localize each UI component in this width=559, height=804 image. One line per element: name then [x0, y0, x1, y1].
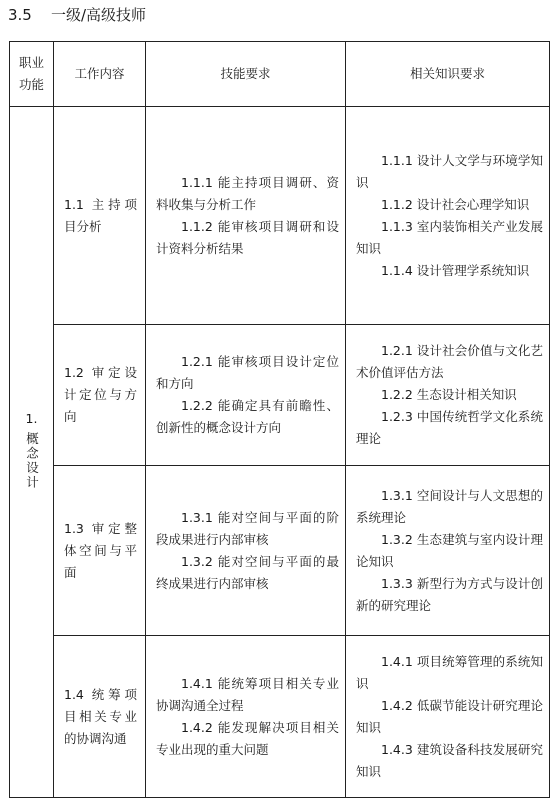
header-function-line2: 功能	[18, 77, 44, 92]
knowledge-item: 1.4.3 建筑设备科技发展研究知识	[356, 741, 543, 779]
skill-item: 1.3.1 能对空间与平面的阶段成果进行内部审核	[156, 509, 339, 547]
function-cell	[10, 107, 54, 798]
section-title-text: 一级/高级技师	[50, 6, 146, 24]
skill-item: 1.1.2 能审核项目调研和设计资料分析结果	[156, 218, 339, 256]
header-skill: 技能要求	[146, 42, 346, 107]
table-row	[10, 107, 550, 325]
work-content-text: 1.4 统筹项目相关专业的协调沟通	[64, 686, 137, 746]
knowledge-item: 1.2.1 设计社会价值与文化艺术价值评估方法	[356, 343, 543, 380]
skill-standard-table	[9, 41, 550, 798]
knowledge-item: 1.1.1 设计人文学与环境学知识	[356, 152, 543, 190]
section-heading	[8, 4, 146, 26]
work-content-cell	[54, 466, 146, 636]
knowledge-item: 1.2.3 中国传统哲学文化系统理论	[356, 409, 543, 446]
knowledge-item: 1.3.1 空间设计与人文思想的系统理论	[356, 487, 543, 525]
knowledge-item: 1.1.2 设计社会心理学知识	[381, 196, 530, 212]
header-function	[10, 42, 54, 107]
header-function-line1: 职业	[18, 55, 44, 70]
knowledge-item: 1.3.3 新型行为方式与设计创新的研究理论	[356, 575, 543, 613]
knowledge-item: 1.1.4 设计管理学系统知识	[381, 262, 530, 278]
knowledge-item: 1.4.1 项目统筹管理的系统知识	[356, 653, 543, 691]
header-work: 工作内容	[54, 42, 146, 107]
work-content-cell	[54, 636, 146, 798]
knowledge-cell	[346, 325, 550, 466]
knowledge-item: 1.2.2 生态设计相关知识	[381, 387, 517, 402]
table-row	[10, 325, 550, 466]
table-row	[10, 636, 550, 798]
skill-item: 1.4.1 能统筹项目相关专业协调沟通全过程	[156, 675, 339, 713]
knowledge-cell	[346, 636, 550, 798]
skill-item: 1.4.2 能发现解决项目相关专业出现的重大问题	[156, 719, 339, 757]
header-knowledge: 相关知识要求	[346, 42, 550, 107]
work-content-text: 1.3 审定整体空间与平面	[64, 520, 137, 580]
work-content-text: 1.2 审定设计定位与方向	[64, 365, 137, 424]
work-content-cell	[54, 107, 146, 325]
work-content-text: 1.1 主持项目分析	[64, 196, 137, 234]
table-header-row	[10, 42, 550, 107]
skill-cell	[146, 466, 346, 636]
function-number: 1.	[25, 410, 38, 426]
knowledge-cell	[346, 107, 550, 325]
skill-item: 1.3.2 能对空间与平面的最终成果进行内部审核	[156, 553, 339, 591]
section-number: 3.5	[8, 6, 32, 24]
skill-item: 1.1.1 能主持项目调研、资料收集与分析工作	[156, 174, 339, 212]
skill-item: 1.2.1 能审核项目设计定位和方向	[156, 354, 339, 391]
skill-cell	[146, 636, 346, 798]
knowledge-item: 1.4.2 低碳节能设计研究理论知识	[356, 697, 543, 735]
table-row	[10, 466, 550, 636]
knowledge-item: 1.1.3 室内装饰相关产业发展知识	[356, 218, 543, 256]
knowledge-cell	[346, 466, 550, 636]
skill-cell	[146, 107, 346, 325]
work-content-cell	[54, 325, 146, 466]
skill-item: 1.2.2 能确定具有前瞻性、创新性的概念设计方向	[156, 398, 339, 435]
skill-cell	[146, 325, 346, 466]
knowledge-item: 1.3.2 生态建筑与室内设计理论知识	[356, 531, 543, 569]
function-label: 概念设计	[24, 431, 40, 490]
